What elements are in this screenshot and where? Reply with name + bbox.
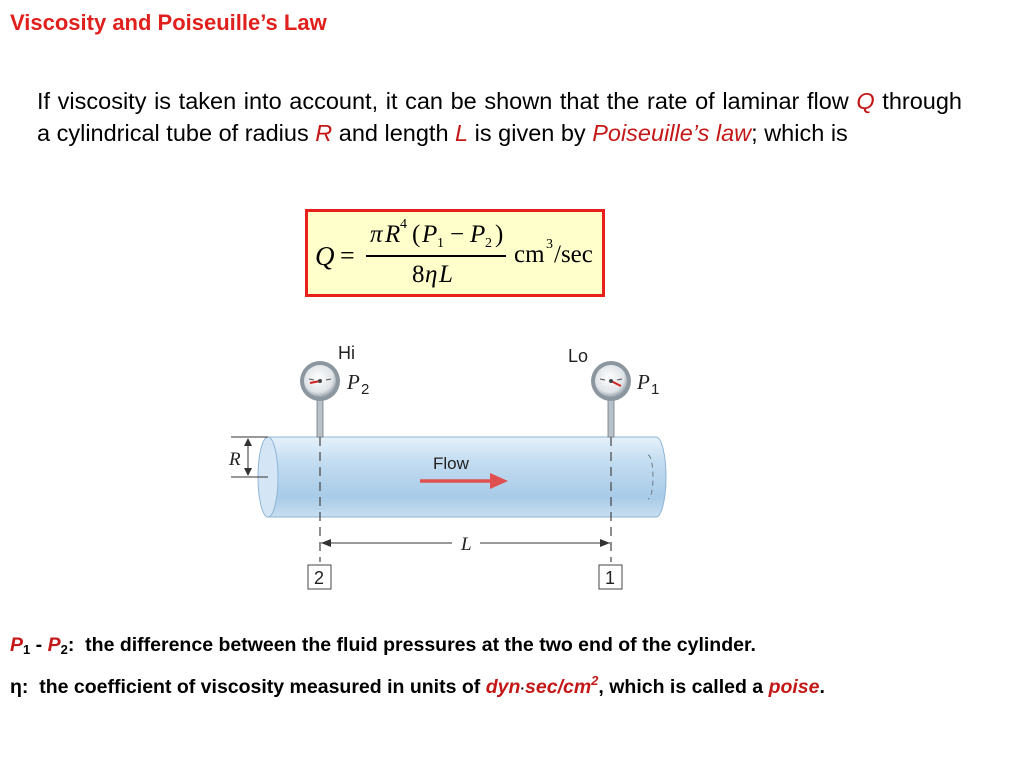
hi-label: Hi	[338, 343, 355, 363]
pressure-gauge-icon	[591, 361, 631, 401]
def-viscosity-text-2: , which is called a	[598, 676, 769, 698]
definition-pressure-difference	[10, 630, 1010, 665]
def-unit-sec-cm: sec/cm	[525, 676, 592, 698]
lo-label: Lo	[568, 346, 589, 366]
def-pressure-text: : the difference between the fluid pressures at the two end of the cylinder.	[67, 634, 756, 656]
intro-symbol-l: L	[455, 120, 469, 146]
intro-text-3: and length	[332, 120, 456, 146]
intro-symbol-q: Q	[856, 88, 875, 114]
def-p1: P	[10, 634, 24, 656]
def-p1-subscript: 1	[23, 642, 31, 657]
def-dash: -	[30, 634, 48, 656]
station-box-2-label: 2	[314, 568, 325, 588]
tube	[258, 437, 666, 517]
formula-p1: P	[422, 221, 438, 248]
def-unit-dyn: dyn	[485, 676, 521, 698]
definition-viscosity	[10, 665, 1010, 704]
flow-label: Flow	[433, 454, 469, 473]
def-viscosity-text: : the coefficient of viscosity measured in units of	[21, 676, 486, 698]
formula-p2-subscript: 2	[485, 236, 492, 251]
formula-unit-cm: cm	[514, 241, 545, 268]
def-period: .	[819, 676, 825, 698]
slide-title: Viscosity and Poiseuille’s Law	[10, 10, 327, 35]
formula-radius-r: R	[385, 221, 401, 248]
gauge-stem-right	[608, 397, 614, 437]
formula-length-l: L	[439, 261, 453, 288]
definitions	[10, 630, 1010, 704]
formula-p2: P	[470, 221, 486, 248]
formula-close-paren: )	[495, 221, 504, 248]
radius-label: R	[229, 449, 241, 470]
formula-r-exponent: 4	[400, 217, 407, 232]
formula-open-paren: (	[412, 221, 421, 248]
gauge-stem-left	[317, 397, 323, 437]
formula-denominator-8: 8	[412, 261, 425, 288]
p1-label: P	[637, 370, 650, 394]
def-p2: P	[47, 634, 61, 656]
def-unit-dot: ·	[520, 680, 526, 696]
station-box-1-label: 1	[605, 568, 616, 588]
def-p2-subscript: 2	[60, 642, 68, 657]
intro-text-5: ; which is	[751, 120, 848, 146]
formula-p1-subscript: 1	[437, 236, 444, 251]
formula-lhs-q: Q	[315, 241, 335, 271]
formula-equals: =	[340, 241, 355, 270]
intro-law-name: Poiseuille’s law	[592, 120, 752, 146]
formula-unit-rest: /sec	[554, 241, 593, 268]
intro-text-2: through a cylindrical tube of radius	[37, 88, 962, 146]
formula-unit-exponent: 3	[546, 237, 553, 252]
def-unit-exponent: 2	[591, 673, 599, 688]
def-eta: η	[10, 676, 22, 698]
formula-pi: π	[370, 221, 383, 248]
formula-minus: −	[450, 221, 465, 248]
intro-text-4: is given by	[468, 120, 593, 146]
length-label: L	[461, 534, 472, 555]
formula-eta: η	[425, 261, 438, 288]
p2-subscript: 2	[361, 381, 370, 398]
intro-text-1: If viscosity is taken into account, it can be shown that the rate of laminar flow	[37, 88, 857, 114]
intro-symbol-r: R	[315, 120, 333, 146]
pressure-gauge-icon	[300, 361, 340, 401]
def-poise: poise	[768, 676, 820, 698]
p2-label: P	[347, 370, 360, 394]
p1-subscript: 1	[651, 381, 660, 398]
